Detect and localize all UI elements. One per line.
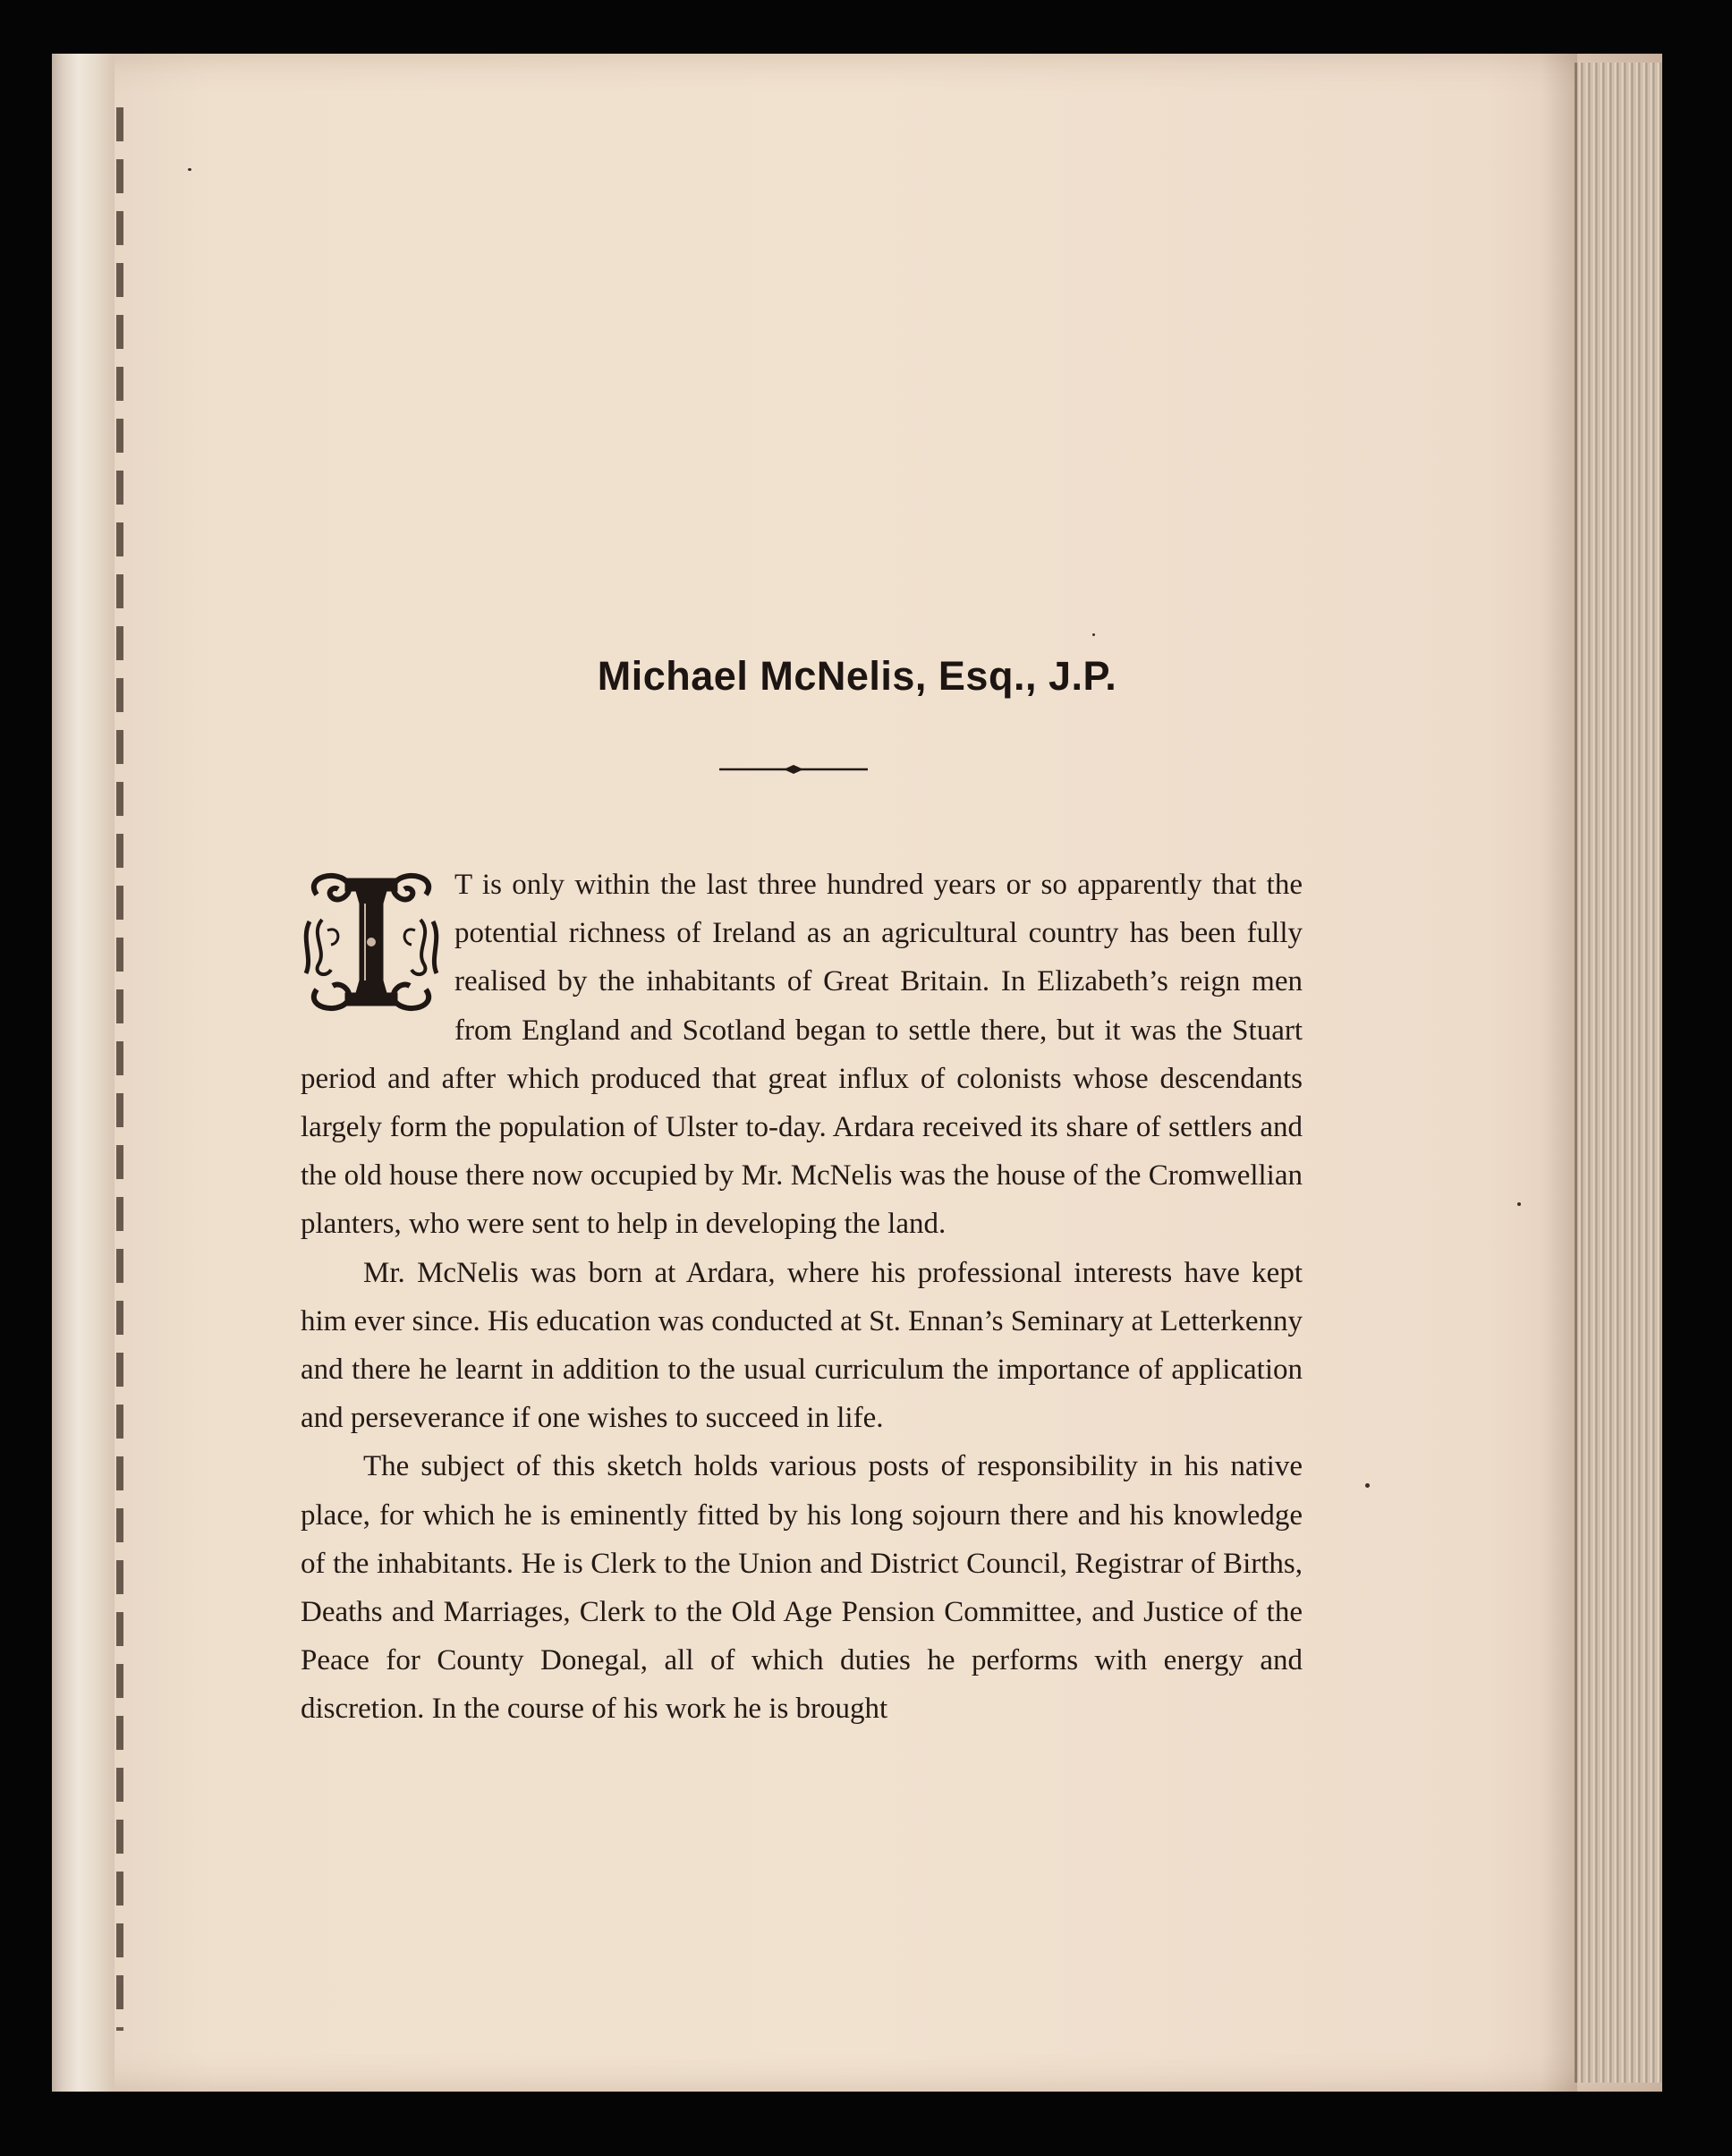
paragraph-1: T is only within the last three hundred years or so apparently that the potential richness of Ireland as an agricultural country has been fully realised by the inhabitants of Great Britain. In Elizabeth’s reign men from England and Scotland began to settle there, but it was the Stuart period and after which produced that great influx of colonists whose descendants largely form the population of Ulster to-day. Ardara received its share of settlers and the old house there now occupied by Mr. McNelis was the house of the Cromwellian planters, who were sent to help in developing the land.: [301, 869, 1303, 1241]
article-body: [301, 861, 1303, 1734]
paragraph-2: Mr. McNelis was born at Ardara, where his professional interests have kept him ever since. His education was conducted at St. Ennan’s Seminary at Letterkenny and there he learnt in addition to the usual curriculum the importance of application and perseverance if one wishes to succeed in life.: [301, 1256, 1303, 1435]
paper-speck: [1092, 633, 1095, 636]
paragraph-3: The subject of this sketch holds various posts of responsibility in his native place, for which he is eminently fitted by his long sojourn there and his knowledge of the inhabitants. He is Clerk to the Union and District Council, Registrar of Births, Deaths and Marriages, Clerk to the Old Age Pension Committee, and Justice of the Peace for County Donegal, all of which duties he performs with energy and discretion. In the course of his work he is brought: [301, 1450, 1303, 1726]
paper-speck: [1517, 1202, 1521, 1206]
paper-speck: [1365, 1483, 1370, 1488]
book-page: [52, 54, 1662, 2092]
page-title: Michael McNelis, Esq., J.P.: [597, 653, 1117, 699]
paper-speck: [188, 168, 191, 171]
binding-gutter: [52, 54, 115, 2092]
page-curl-shadow: [1541, 54, 1577, 2092]
page-edges: [1575, 63, 1662, 2083]
binding-stitches: [116, 107, 123, 2031]
ornamental-drop-cap-icon: [301, 868, 442, 1016]
ornamental-divider: [719, 763, 868, 776]
